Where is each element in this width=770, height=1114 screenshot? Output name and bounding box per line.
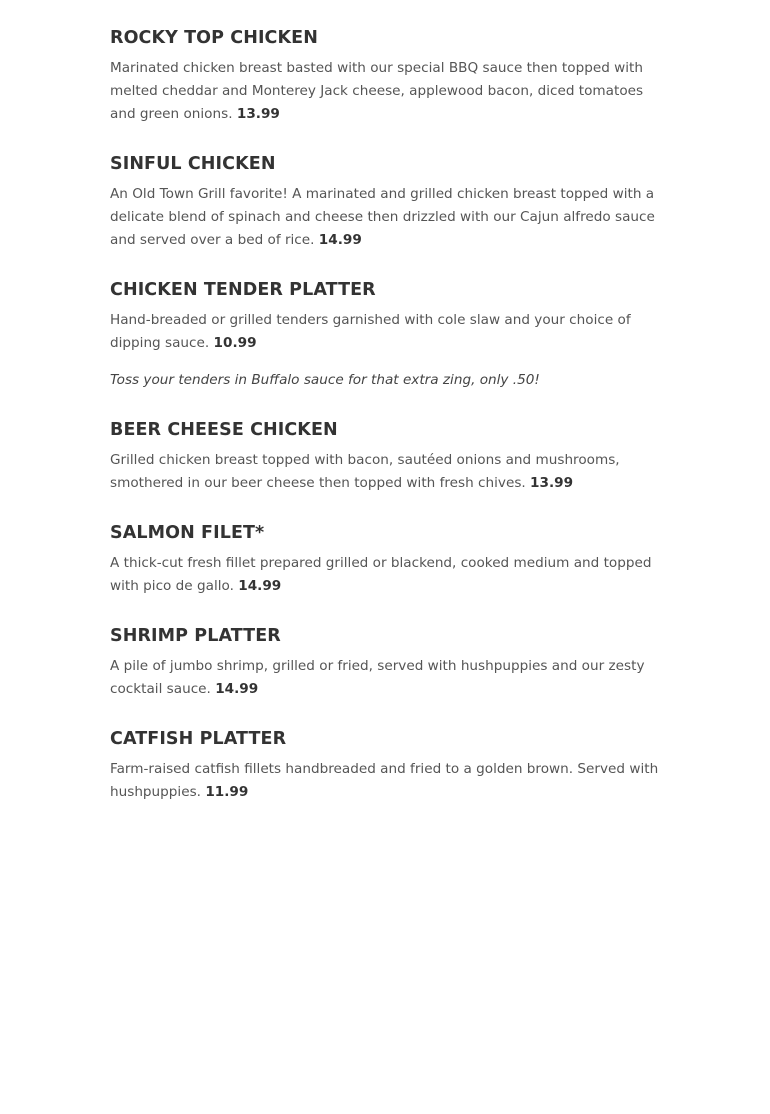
menu-item-catfish-platter <box>110 727 662 804</box>
menu-list <box>110 26 662 830</box>
item-title: SALMON FILET* <box>110 523 265 543</box>
item-description <box>110 309 662 355</box>
item-title: SINFUL CHICKEN <box>110 154 276 174</box>
item-price: 10.99 <box>213 335 257 351</box>
menu-item-sinful-chicken <box>110 152 662 252</box>
item-price: 13.99 <box>530 475 574 491</box>
item-price: 11.99 <box>205 784 249 800</box>
item-price: 14.99 <box>215 681 259 697</box>
item-note: Toss your tenders in Buffalo sauce for that extra zing, only .50! <box>110 372 540 388</box>
item-price: 14.99 <box>318 232 362 248</box>
item-price: 13.99 <box>236 106 280 122</box>
menu-item-chicken-tender-platter <box>110 278 662 392</box>
menu-item-salmon-filet <box>110 521 662 598</box>
item-title: ROCKY TOP CHICKEN <box>110 28 318 48</box>
item-description-text: Marinated chicken breast basted with our special BBQ sauce then topped with melted cheddar and Monterey Jack cheese, applewood bacon, diced tomatoes and green onions. <box>110 60 644 122</box>
item-description <box>110 552 662 598</box>
item-description <box>110 57 662 126</box>
item-title: SHRIMP PLATTER <box>110 626 281 646</box>
item-title: BEER CHEESE CHICKEN <box>110 420 338 440</box>
item-description <box>110 758 662 804</box>
item-description-text: Hand-breaded or grilled tenders garnished with cole slaw and your choice of dipping sauce. <box>110 312 631 351</box>
item-description-text: A pile of jumbo shrimp, grilled or fried, served with hushpuppies and our zesty cocktail sauce. <box>110 658 645 697</box>
item-description-text: An Old Town Grill favorite! A marinated and grilled chicken breast topped with a delicate blend of spinach and cheese then drizzled with our Cajun alfredo sauce and served over a bed of rice. <box>110 186 655 248</box>
menu-item-shrimp-platter <box>110 624 662 701</box>
item-title: CHICKEN TENDER PLATTER <box>110 280 376 300</box>
item-description <box>110 449 662 495</box>
item-description <box>110 655 662 701</box>
menu-item-rocky-top-chicken <box>110 26 662 126</box>
item-description-text: Farm-raised catfish fillets handbreaded and fried to a golden brown. Served with hushpuppies. <box>110 761 659 800</box>
item-description <box>110 183 662 252</box>
item-description-text: A thick-cut fresh fillet prepared grilled or blackend, cooked medium and topped with pico de gallo. <box>110 555 652 594</box>
item-title: CATFISH PLATTER <box>110 729 287 749</box>
item-description-text: Grilled chicken breast topped with bacon, sautéed onions and mushrooms, smothered in our beer cheese then topped with fresh chives. <box>110 452 620 491</box>
item-price: 14.99 <box>238 578 282 594</box>
menu-item-beer-cheese-chicken <box>110 418 662 495</box>
